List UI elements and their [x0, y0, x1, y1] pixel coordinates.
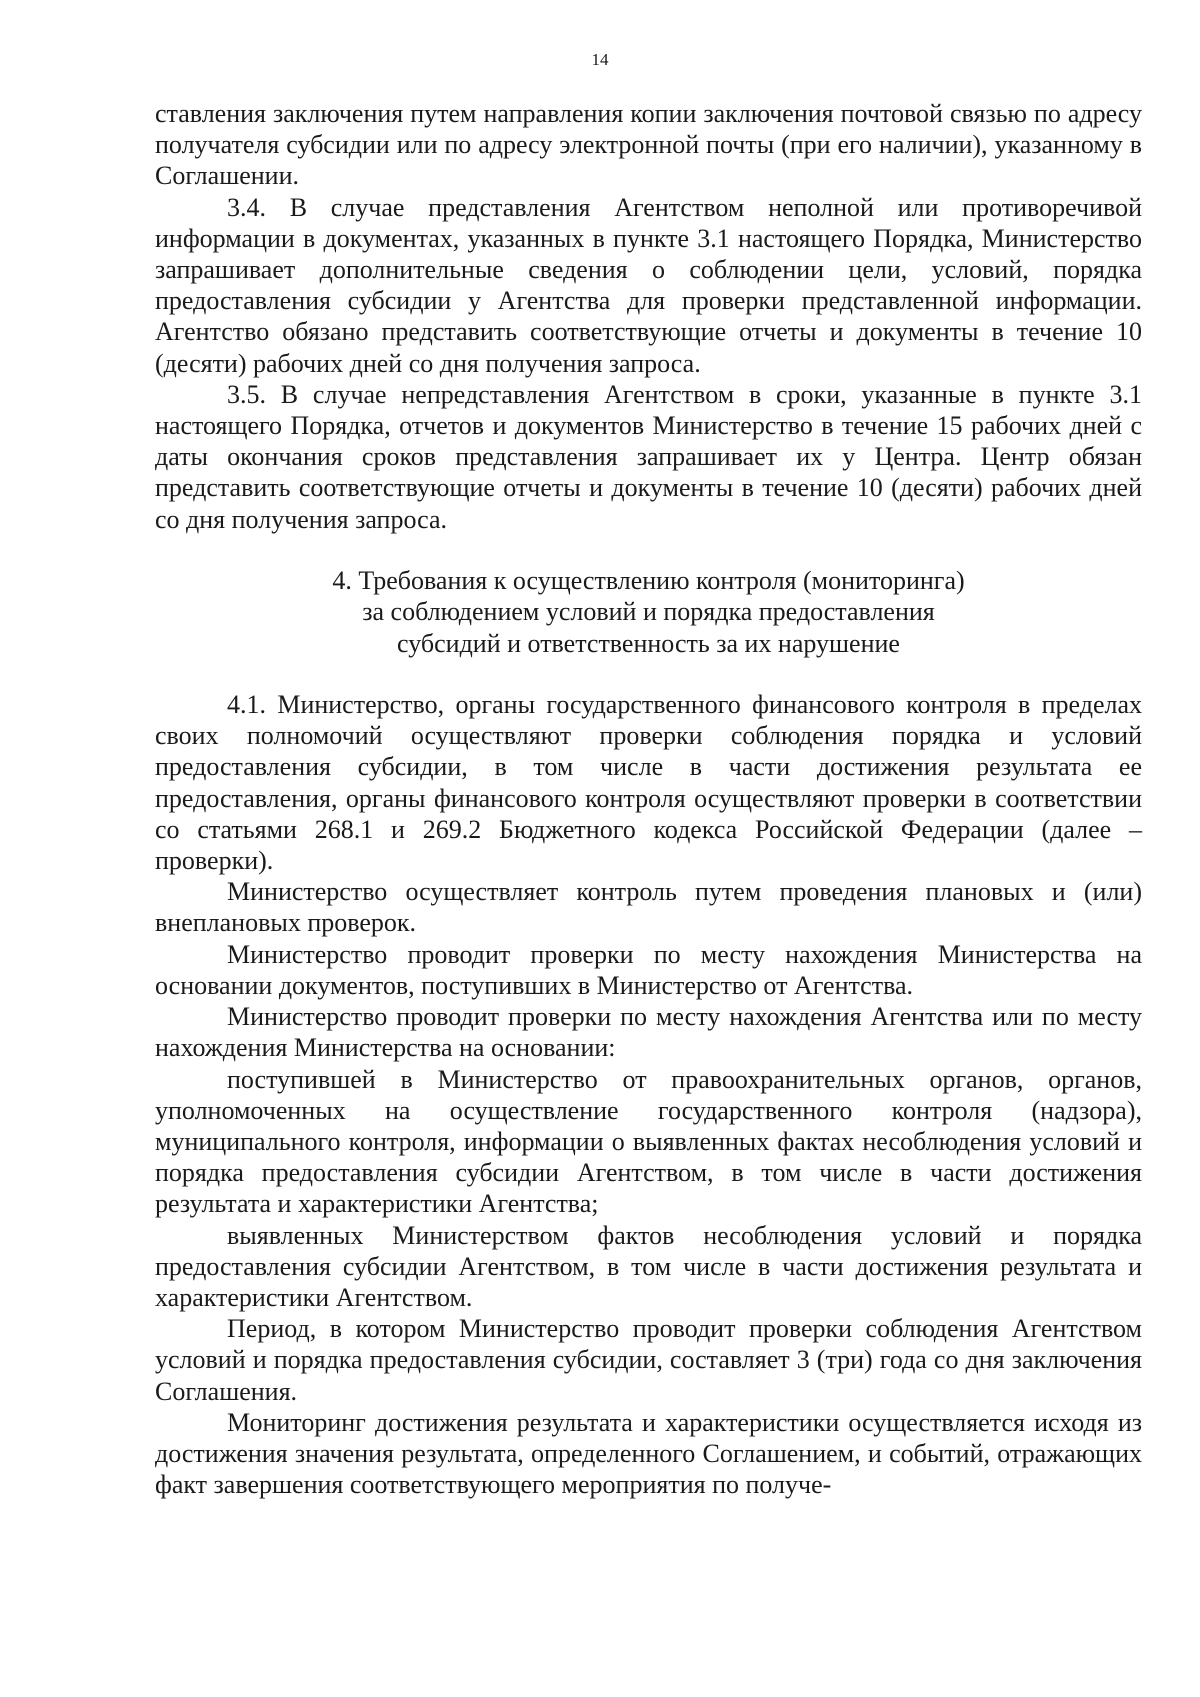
paragraph-3-4: 3.4. В случае представления Агентством неполной или противоречивой информации в документах, указанных в пункте 3.1 настоящего Порядка, Министерство запрашивает дополнительные сведения о соблюдении цели, условий, порядка предоставления субсидии у Агентства для проверки представленной информации. Агентство обязано представить соответствующие отчеты и документы в течение 10 (десяти) рабочих дней со дня получения запроса. [155, 192, 1142, 378]
paragraph-monitoring: Мониторинг достижения результата и характеристики осуществляется исходя из достижения значения результата, определенного Соглашением, и событий, отражающих факт завершения соответствующего мероприятия по получе- [155, 1407, 1142, 1500]
paragraph-4-1: 4.1. Министерство, органы государственного финансового контроля в пределах своих полномочий осуществляют проверки соблюдения порядка и условий предоставления субсидии, в том числе в части достижения результата ее предоставления, органы финансового контроля осуществляют проверки в соответствии со статьями 268.1 и 269.2 Бюджетного кодекса Российской Федерации (далее – проверки). [155, 690, 1142, 876]
page-number: 14 [591, 50, 609, 69]
paragraph-inspection-period: Период, в котором Министерство проводит проверки соблюдения Агентством условий и порядка предоставления субсидии, составляет 3 (три) года со дня заключения Соглашения. [155, 1314, 1142, 1406]
section-4-heading [155, 565, 1142, 659]
paragraph-inspection-basis: Министерство проводит проверки по месту нахождения Агентства или по месту нахождения Министерства на основании: [155, 1002, 1142, 1063]
section-heading-line: за соблюдением условий и порядка предоставления [362, 597, 935, 627]
section-heading-line: субсидий и ответственность за их нарушение [397, 628, 900, 658]
paragraph-continuation: ставления заключения путем направления копии заключения почтовой связью по адресу получателя субсидии или по адресу электронной почты (при его наличии), указанному в Соглашении. [155, 99, 1142, 191]
section-heading-line: 4. Требования к осуществлению контроля (мониторинга) [332, 565, 965, 595]
paragraph-basis-item-1: поступившей в Министерство от правоохранительных органов, органов, уполномоченных на осуществление государственного контроля (надзора), муниципального контроля, информации о выявленных фактах несоблюдения условий и порядка предоставления субсидии Агентством, в том числе в части достижения результата и характеристики Агентства; [155, 1064, 1142, 1219]
paragraph-control-method: Министерство осуществляет контроль путем проведения плановых и (или) внеплановых проверок. [155, 877, 1142, 938]
paragraph-basis-item-2: выявленных Министерством фактов несоблюдения условий и порядка предоставления субсидии Агентством, в том числе в части достижения результата и характеристики Агентством. [155, 1220, 1142, 1312]
paragraph-3-5: 3.5. В случае непредставления Агентством в сроки, указанные в пункте 3.1 настоящего Порядка, отчетов и документов Министерство в течение 15 рабочих дней с даты окончания сроков представления запрашивает их у Центра. Центр обязан представить соответствующие отчеты и документы в течение 10 (десяти) рабочих дней со дня получения запроса. [155, 379, 1142, 534]
paragraph-inspection-ministry: Министерство проводит проверки по месту нахождения Министерства на основании документов, поступивших в Министерство от Агентства. [155, 939, 1142, 1000]
document-body [155, 98, 1142, 1500]
